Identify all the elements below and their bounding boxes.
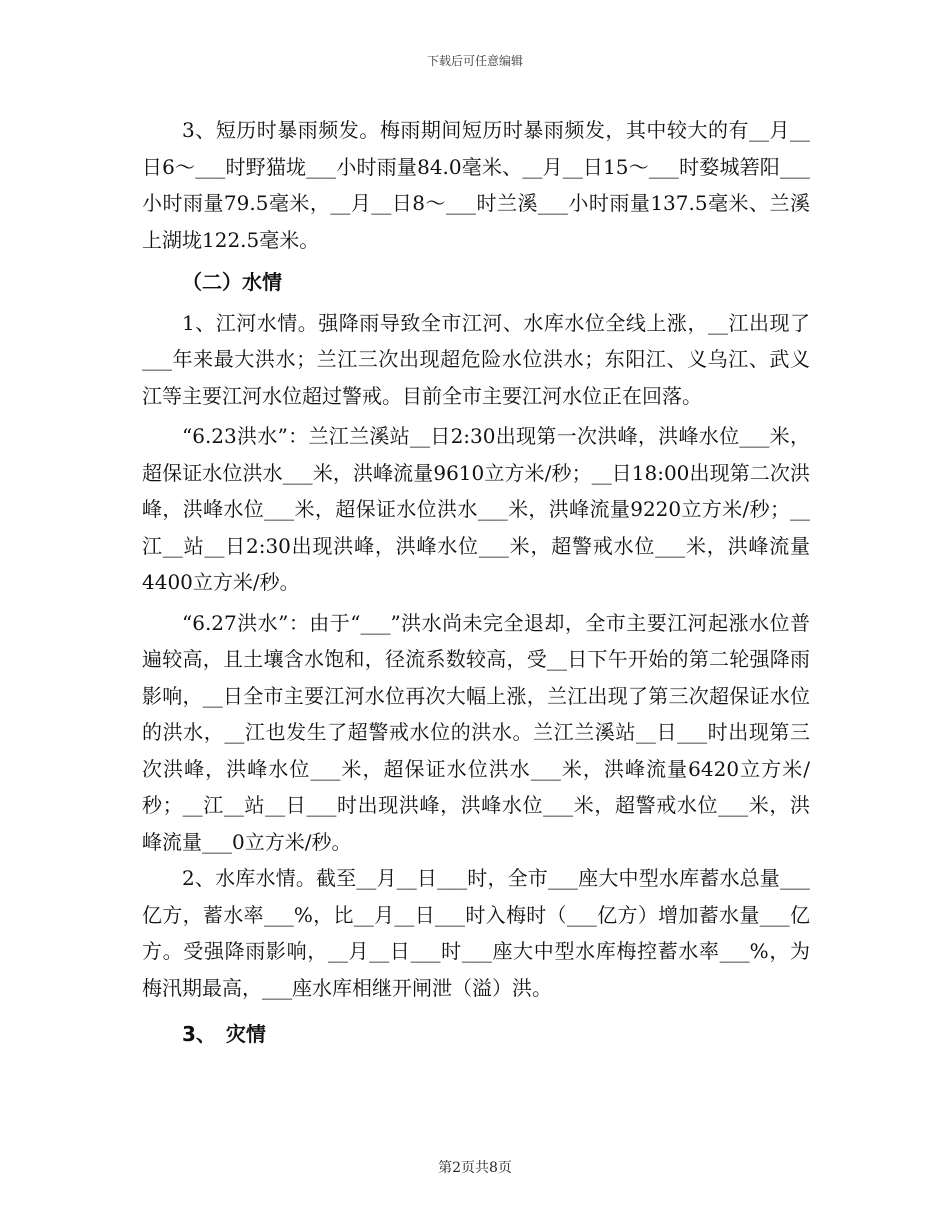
section-heading-disaster: 3、 灾情 [182, 1022, 266, 1046]
paragraph-river-water: 1、江河水情。强降雨导致全市江河、水库水位全线上涨，__江出现了___年来最大洪水；兰江三次出现超危险水位洪水；东阳江、义乌江、武义江等主要江河水位超过警戒。目前全市主要江河水位正在回落。 [142, 310, 810, 408]
document-body [142, 112, 810, 1053]
page-footer: 第2页共8页 [438, 1160, 512, 1176]
section-heading-water: （二）水情 [182, 270, 282, 294]
paragraph-short-rainstorm: 3、短历时暴雨频发。梅雨期间短历时暴雨频发，其中较大的有__月__日6～___时野猫垅___小时雨量84.0毫米、__月__日15～___时婺城箬阳___小时雨量79.5毫米，__月__日8～___时兰溪___小时雨量137.5毫米、兰溪上湖垅122.5毫米。 [142, 118, 810, 252]
paragraph-flood-623: “6.23洪水”：兰江兰溪站__日2:30出现第一次洪峰，洪峰水位___米，超保证水位洪水___米，洪峰流量9610立方米/秒；__日18:00出现第二次洪峰，洪峰水位___米，超保证水位洪水___米，洪峰流量9220立方米/秒；__江__站__日2:30出现洪峰，洪峰水位___米，超警戒水位___米，洪峰流量4400立方米/秒。 [142, 424, 810, 594]
page-header: 下载后可任意编辑 [426, 54, 523, 68]
paragraph-flood-627: “6.27洪水”：由于“___”洪水尚未完全退却，全市主要江河起涨水位普遍较高，且土壤含水饱和，径流系数较高，受__日下午开始的第二轮强降雨影响，__日全市主要江河水位再次大幅上涨，兰江出现了第三次超保证水位的洪水，__江也发生了超警戒水位的洪水。兰江兰溪站__日___时出现第三次洪峰，洪峰水位___米，超保证水位洪水___米，洪峰流量6420立方米/秒；__江__站__日___时出现洪峰，洪峰水位___米，超警戒水位___米，洪峰流量___0立方米/秒。 [142, 610, 810, 854]
paragraph-reservoir-water: 2、水库水情。截至__月__日___时，全市___座大中型水库蓄水总量___亿方，蓄水率___%，比__月__日___时入梅时（___亿方）增加蓄水量___亿方。受强降雨影响，__月__日___时___座大中型水库梅控蓄水率___%，为梅汛期最高，___座水库相继开闸泄（溢）洪。 [142, 866, 810, 1000]
